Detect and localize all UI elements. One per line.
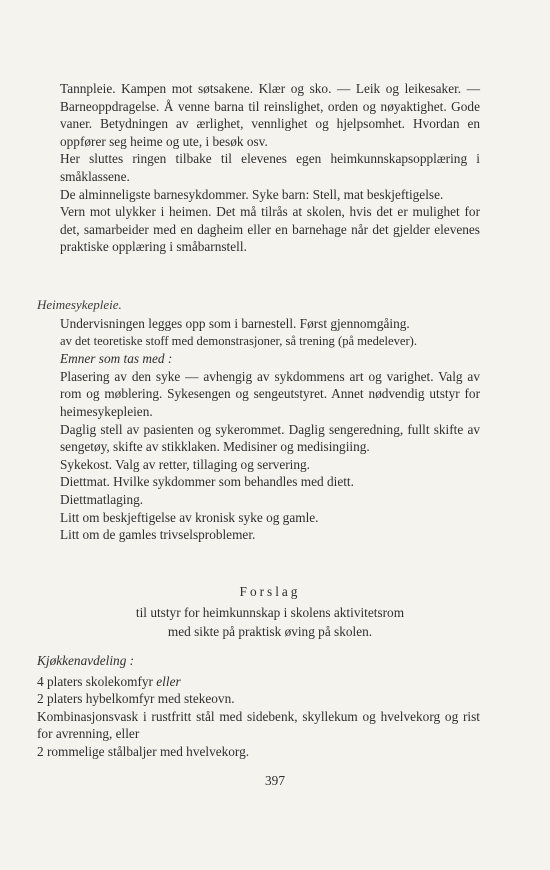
list-item: Litt om beskjeftigelse av kronisk syke og gamle. bbox=[60, 509, 319, 525]
page-number: 397 bbox=[265, 773, 285, 788]
list-item: Diettmat. Hvilke sykdommer som behandles med diett. bbox=[60, 474, 354, 490]
section-heading-heimesykepleie: Heimesykepleie. bbox=[37, 297, 122, 312]
forslag-subtitle-line2: med sikte på praktisk øving på skolen. bbox=[167, 624, 373, 639]
list-item: Sykekost. Valg av retter, tillaging og servering. bbox=[60, 456, 310, 472]
paragraph: Vern mot ulykker i heimen. Det må tilrås at skolen, hvis det er mulighet for det, samarbeider med en dagheim eller en barnehage når det gjelder elevenes praktiske opplæring i småbarnstell. bbox=[60, 204, 480, 255]
subheading-emner: Emner som tas med : bbox=[60, 351, 173, 367]
intro-line: Undervisningen legges opp som i barnestell. Først gjennomgåing. bbox=[60, 316, 410, 331]
list-item: Daglig stell av pasienten og sykerommet. Daglig sengeredning, fullt skifte av sengetøy, skifte av stikklaken. Medisiner og medisingiing. bbox=[60, 421, 480, 455]
list-item: Diettmatlaging. bbox=[60, 491, 144, 507]
kitchen-line: 2 rommelige stålbaljer med hvelvekorg. bbox=[37, 743, 250, 759]
list-item: Plasering av den syke — avhengig av sykdommens art og varighet. Valg av rom og møblering. Sykesengen og sengeutstyret. Annet nødvendig utstyr for heimesykepleien. bbox=[60, 368, 480, 419]
paragraph: De alminneligste barnesykdommer. Syke barn: Stell, mat beskjeftigelse. bbox=[60, 186, 444, 202]
kitchen-line bbox=[37, 673, 480, 691]
kitchen-line-italic: eller bbox=[156, 673, 181, 689]
heimesykepleie-section bbox=[60, 315, 480, 544]
forslag-title: Forslag bbox=[239, 584, 301, 599]
list-item: Litt om de gamles trivselsproblemer. bbox=[60, 527, 256, 543]
forslag-subtitle-line1: til utstyr for heimkunnskap i skolens aktivitetsrom bbox=[135, 605, 405, 620]
kitchen-heading: Kjøkkenavdeling : bbox=[37, 653, 135, 668]
intro-line: av det teoretiske stoff med demonstrasjoner, så trening (på medelever). bbox=[60, 333, 418, 348]
kitchen-line: Kombinasjonsvask i rustfritt stål med sidebenk, skyllekum og hvelvekorg og rist for avrenning, eller bbox=[37, 708, 480, 742]
kitchen-section bbox=[37, 652, 480, 761]
kitchen-line-text: 4 platers skolekomfyr bbox=[37, 673, 157, 689]
childcare-section bbox=[60, 80, 480, 256]
paragraph: Tannpleie. Kampen mot søtsakene. Klær og sko. — Leik og leikesaker. — Barneoppdragelse. Å venne barna til reinslighet, orden og nøyaktighet. Gode vaner. Betydningen av ærlighet, vennlighet og hjelpsomhet. Hvordan en oppfører seg heime og ute, i besøk osv. bbox=[60, 81, 480, 149]
paragraph: Her sluttes ringen tilbake til elevenes egen heimkunnskapsopplæring i småklassene. bbox=[60, 151, 480, 184]
kitchen-line: 2 platers hybelkomfyr med stekeovn. bbox=[37, 691, 235, 707]
